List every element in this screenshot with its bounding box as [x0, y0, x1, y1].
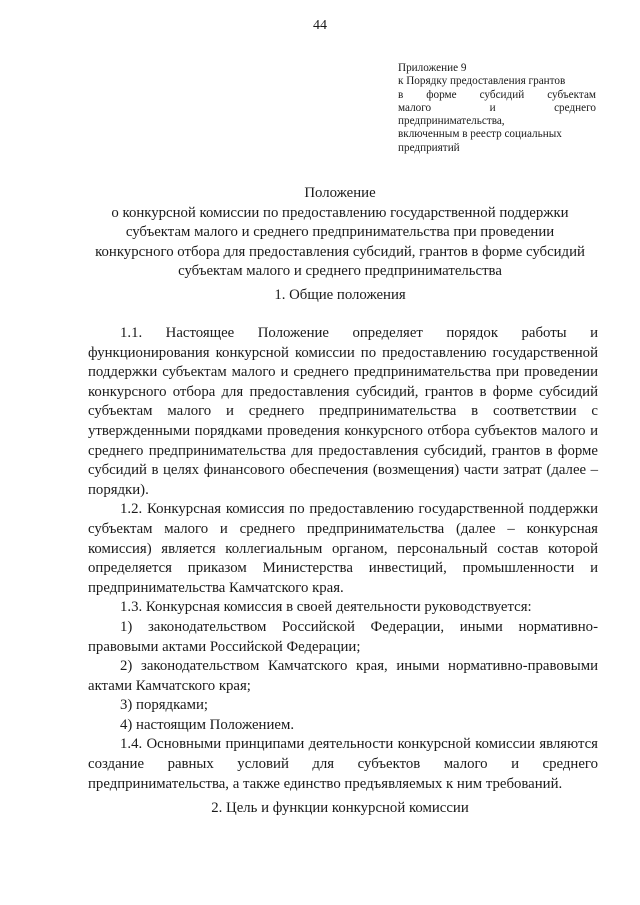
list-item: 4) настоящим Положением. [120, 716, 295, 733]
paragraph-1-2: 1.2. Конкурсная комиссия по предоставлению государственной поддержки субъектам малого и среднего предпринимательства (далее – конкурсная комиссия) является коллегиальным органом, персональный состав которой определяется приказом Министерства инвестиций, промышленности и предпринимательства Камчатского края. [88, 501, 598, 596]
appendix-line: предпринимательства, [398, 115, 505, 128]
title-line: Положение [304, 185, 376, 201]
section-1-body [88, 324, 598, 794]
paragraph-1-4: 1.4. Основными принципами деятельности конкурсной комиссии являются создание равных условий для субъектов малого и среднего предпринимательства, а также единство предъявляемых к ним требований. [88, 736, 598, 792]
appendix-line: включенным в реестр социальных [398, 128, 562, 141]
title-line: субъектам малого и среднего предпринимательства при проведении [125, 224, 555, 240]
paragraph-1-1: 1.1. Настоящее Положение определяет порядок работы и функционирования конкурсной комиссии по предоставлению государственной поддержки субъектам малого и среднего предпринимательства при проведении конкурсного отбора для предоставления субсидий, грантов в форме субсидий субъектам малого и среднего предпринимательства в соответствии с утвержденными порядками проведения конкурсного отбора субъектов малого и среднего предпринимательства для предоставления субсидий, грантов в форме субсидий в целях финансового обеспечения (возмещения) части затрат (далее – порядки). [88, 325, 598, 498]
title-line: субъектам малого и среднего предпринимательства [178, 263, 502, 279]
appendix-line: предприятий [398, 141, 460, 154]
appendix-line: Приложение 9 [398, 62, 467, 74]
section-heading-1: 1. Общие положения [274, 287, 406, 303]
title-line: конкурсного отбора для предоставления субсидий, грантов в форме субсидий [95, 243, 585, 260]
document-title [80, 184, 600, 282]
appendix-header [398, 62, 596, 155]
list-item: 1) законодательством Российской Федерации, иными нормативно-правовыми актами Российской Федерации; [88, 618, 598, 655]
paragraph-1-3: 1.3. Конкурсная комиссия в своей деятельности руководствуется: [120, 599, 532, 616]
page-number: 44 [313, 18, 327, 33]
appendix-line: малого и среднего [398, 101, 596, 114]
appendix-line: в форме субсидий субъектам [398, 88, 596, 101]
list-item: 2) законодательством Камчатского края, иными нормативно-правовыми актами Камчатского края; [88, 658, 598, 694]
appendix-line: к Порядку предоставления грантов [398, 75, 566, 88]
title-line: о конкурсной комиссии по предоставлению государственной поддержки [111, 204, 569, 221]
section-heading-2: 2. Цель и функции конкурсной комиссии [211, 800, 469, 816]
list-item: 3) порядками; [120, 697, 209, 714]
